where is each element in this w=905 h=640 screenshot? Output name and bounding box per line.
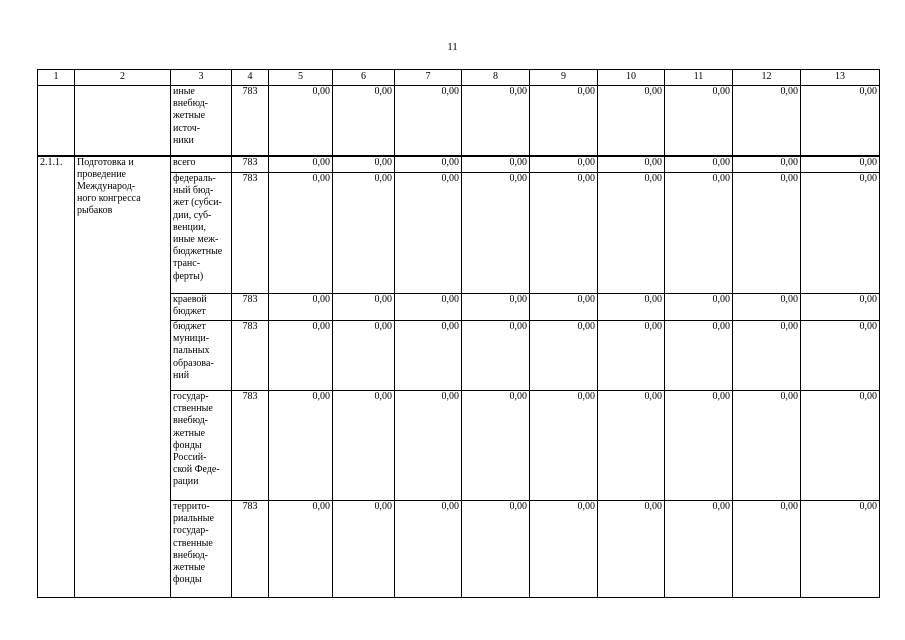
amount-cell: 0,00	[598, 294, 665, 321]
amount-cell: 0,00	[269, 294, 333, 321]
amount-cell: 0,00	[269, 156, 333, 173]
amount-cell: 0,00	[801, 156, 880, 173]
amount-cell: 0,00	[530, 173, 598, 294]
amount-cell: 0,00	[395, 321, 462, 391]
budget-table	[37, 69, 880, 598]
event-index: 2.1.1.	[38, 156, 75, 598]
amount-cell: 0,00	[665, 321, 733, 391]
table-row	[38, 86, 880, 156]
amount-cell: 0,00	[801, 294, 880, 321]
column-number: 13	[801, 70, 880, 86]
amount-cell: 0,00	[530, 391, 598, 501]
amount-cell: 0,00	[801, 391, 880, 501]
amount-cell: 0,00	[269, 501, 333, 598]
page-number: 11	[447, 41, 458, 53]
funding-source: краевой бюджет	[171, 294, 232, 321]
column-number: 11	[665, 70, 733, 86]
column-number: 4	[232, 70, 269, 86]
amount-cell: 0,00	[801, 173, 880, 294]
event-name-cell	[75, 86, 171, 156]
amount-cell: 0,00	[395, 501, 462, 598]
code-value: 783	[232, 156, 269, 173]
column-number: 7	[395, 70, 462, 86]
column-number: 5	[269, 70, 333, 86]
amount-cell: 0,00	[530, 321, 598, 391]
amount-cell: 0,00	[395, 86, 462, 156]
amount-cell: 0,00	[598, 501, 665, 598]
amount-cell: 0,00	[733, 391, 801, 501]
amount-cell: 0,00	[269, 321, 333, 391]
amount-cell: 0,00	[395, 294, 462, 321]
column-number: 3	[171, 70, 232, 86]
table-row	[38, 156, 880, 173]
amount-cell: 0,00	[598, 156, 665, 173]
amount-cell: 0,00	[462, 391, 530, 501]
amount-cell: 0,00	[801, 86, 880, 156]
amount-cell: 0,00	[733, 321, 801, 391]
amount-cell: 0,00	[333, 173, 395, 294]
code-value: 783	[232, 501, 269, 598]
column-number: 12	[733, 70, 801, 86]
amount-cell: 0,00	[530, 501, 598, 598]
event-index-cell	[38, 86, 75, 156]
column-number-row	[38, 70, 880, 86]
amount-cell: 0,00	[733, 86, 801, 156]
column-number: 2	[75, 70, 171, 86]
funding-source: всего	[171, 156, 232, 173]
funding-source: бюджет муници- пальных образова- ний	[171, 321, 232, 391]
amount-cell: 0,00	[333, 294, 395, 321]
amount-cell: 0,00	[333, 321, 395, 391]
column-number: 9	[530, 70, 598, 86]
amount-cell: 0,00	[598, 321, 665, 391]
funding-source: федераль- ный бюд- жет (субси- дии, суб- венции, иные меж- бюджетные транс- ферты)	[171, 173, 232, 294]
amount-cell: 0,00	[462, 86, 530, 156]
amount-cell: 0,00	[733, 156, 801, 173]
amount-cell: 0,00	[665, 294, 733, 321]
amount-cell: 0,00	[462, 156, 530, 173]
amount-cell: 0,00	[665, 501, 733, 598]
code-value: 783	[232, 321, 269, 391]
amount-cell: 0,00	[530, 294, 598, 321]
amount-cell: 0,00	[395, 173, 462, 294]
amount-cell: 0,00	[733, 173, 801, 294]
amount-cell: 0,00	[333, 156, 395, 173]
funding-source: иные внебюд- жетные источ- ники	[171, 86, 232, 156]
amount-cell: 0,00	[333, 501, 395, 598]
amount-cell: 0,00	[333, 86, 395, 156]
amount-cell: 0,00	[462, 173, 530, 294]
amount-cell: 0,00	[665, 86, 733, 156]
code-value: 783	[232, 173, 269, 294]
amount-cell: 0,00	[598, 86, 665, 156]
amount-cell: 0,00	[333, 391, 395, 501]
amount-cell: 0,00	[665, 173, 733, 294]
code-value: 783	[232, 86, 269, 156]
code-value: 783	[232, 391, 269, 501]
amount-cell: 0,00	[269, 173, 333, 294]
column-number: 10	[598, 70, 665, 86]
amount-cell: 0,00	[665, 156, 733, 173]
amount-cell: 0,00	[733, 501, 801, 598]
column-number: 6	[333, 70, 395, 86]
amount-cell: 0,00	[395, 391, 462, 501]
amount-cell: 0,00	[530, 86, 598, 156]
amount-cell: 0,00	[462, 294, 530, 321]
amount-cell: 0,00	[598, 391, 665, 501]
code-value: 783	[232, 294, 269, 321]
amount-cell: 0,00	[801, 501, 880, 598]
amount-cell: 0,00	[733, 294, 801, 321]
amount-cell: 0,00	[269, 86, 333, 156]
amount-cell: 0,00	[269, 391, 333, 501]
funding-source: государ- ственные внебюд- жетные фонды Россий- ской Феде- рации	[171, 391, 232, 501]
amount-cell: 0,00	[801, 321, 880, 391]
column-number: 1	[38, 70, 75, 86]
column-number: 8	[462, 70, 530, 86]
amount-cell: 0,00	[665, 391, 733, 501]
funding-source: террито- риальные государ- ственные внебюд- жетные фонды	[171, 501, 232, 598]
amount-cell: 0,00	[530, 156, 598, 173]
amount-cell: 0,00	[395, 156, 462, 173]
amount-cell: 0,00	[462, 501, 530, 598]
event-name: Подготовка и проведение Международ- ного конгресса рыбаков	[75, 156, 171, 598]
amount-cell: 0,00	[462, 321, 530, 391]
amount-cell: 0,00	[598, 173, 665, 294]
